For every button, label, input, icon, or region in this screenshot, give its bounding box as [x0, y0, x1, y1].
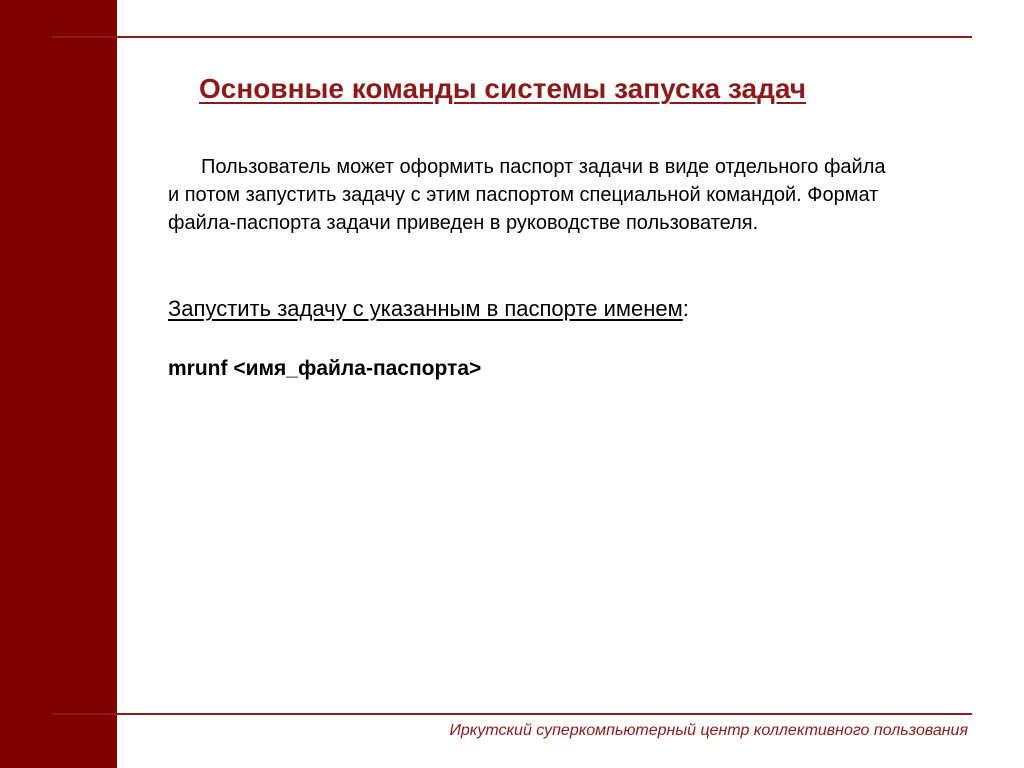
top-divider	[52, 36, 972, 38]
run-command-heading-colon: :	[682, 296, 689, 321]
command-syntax: mrunf <имя_файла-паспорта>	[168, 357, 482, 380]
slide-title: Основные команды системы запуска задач	[199, 73, 806, 104]
body-paragraph: Пользователь может оформить паспорт задачи в виде отдельного файла и потом запустить задачу с этим паспортом специальной командой. Формат файла-паспорта задачи приведен в руководстве пользователя.	[168, 156, 886, 234]
left-accent-band	[0, 0, 117, 768]
bottom-divider	[52, 713, 972, 715]
footer-organization: Иркутский суперкомпьютерный центр коллективного пользования	[449, 722, 968, 739]
run-command-heading	[168, 294, 689, 324]
run-command-heading-text: Запустить задачу с указанным в паспорте именем	[168, 296, 683, 321]
